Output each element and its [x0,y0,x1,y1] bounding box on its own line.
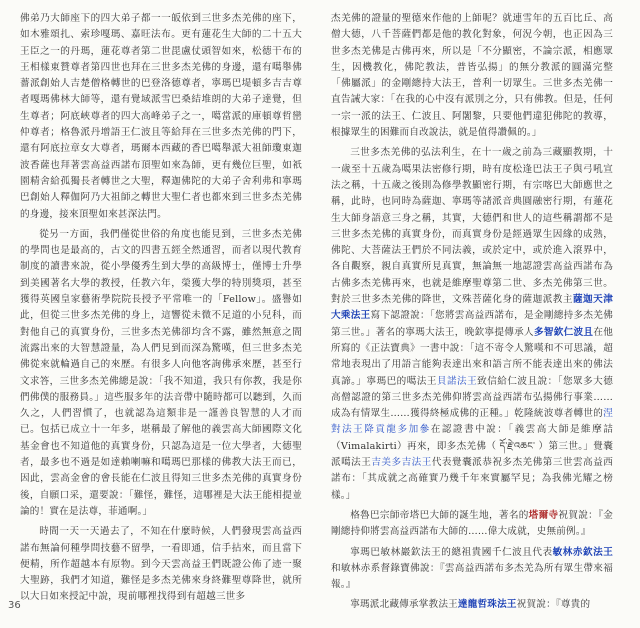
paragraph-kumbum: 格魯巴宗師帝塔巴大師的誕生地，著名的塔爾寺祝賀說：『金剛總持仰將雲高益西諾布大師的……偉大成就，史無前例。』 [331,509,613,538]
paragraph-buddhist-teaching: 杰羌佛的證量的聖德來作他的上師呢？就連雪年的五百比丘、高僧大德，八千菩薩們都是他的教化對象，何況今朝，也正因為三世多杰羌佛是古佛再來，所以是「不分顯密，不論宗派，相應眾生，因機教化，佛陀教法，普皆弘揚」的無分教派的圓滿完整「佛屬派」的金剛總持大法王，普利一切眾生。三世多杰羌佛一直告誡大家：「在我的心中沒有派別之分，只有佛教。但是，任何一宗一派的法王、仁波且、阿闍黎，只要他們違犯佛陀的教導，根據眾生的困難而自改說法，就是值得讚佩的。」 [331,13,613,139]
name-dodrupchen: 多智欽仁波且 [533,326,594,338]
name-kumbum-monastery: 塔爾寺 [528,509,559,521]
paragraph-recognitions: 三世多杰羌佛的弘法利生，在十一歲之前為三藏顯教期，十一歲至十五歲為噶果法密修行期，時有度松逢巴法王子與弓吼宣法之稱，十五歲之後則為修學教顯密行期，有宗喀巴大師應世之稱，此時，也同時為薩迦、寧瑪等諸派音典圓融密行期，有蓮花生大師身語意三身之稱，其實，大德們和世人的這些稱謂都不是三世多杰羌佛的真實身份，而真實身份是經過眾生因緣的成熟，佛陀、大菩薩法王們於不同法義，或於定中，或於進入滾界中，各自觀察，親自真實所見真實，無論無一地認證雲高益西諾布為古佛多杰羌佛再來，也就是維摩聖尊第二世、多杰羌佛第三世。對於三世多杰羌佛的降世，文殊菩薩化身的薩迦派教主薩迦天津大乘法王寫下認證說：「您將雲高益西諾布，是金剛總持多杰羌佛第三世。」著名的寧瑪大法王，晚欽寧提傳承人多智欽仁波且在他所寫的《正法寶典》一書中說：「這不寄令人驚嘆和不可思議，超常地表現出了用語言能夠表達出來和語言所不能表達出來的佛法真諦。」寧瑪巴的噶法王貝諾法王致信給仁波且說：「您眾多大德高僧認證的第三世多杰羌佛仰將雲高益西諾布弘揚佛行事業……成為有情眾生……獲得終極成佛的正種。」乾隆統波尊者轉世的涅對法王降貢龍多加參在認證書中說：「義雲高大師是維摩詰（Vimalakirti）再來，即多杰羌佛（ དོ་རྗེ་འཆང་ ）第三世。」覺囊派噶法王吉美多吉法王代表覺囊派恭祝多杰羌佛第三世雲高益西諾布：「其成就之高確實乃幾千年來實屬罕見；為我佛光耀之榜樣。」 [331,147,613,501]
name-mindrolling-trichen: 敏林赤欽法王 [552,546,614,558]
paragraph-mindrolling: 寧瑪巴敏林巖欽法王的總祖貴國千仁波且代表敏林赤欽法王和敏林赤系督錄寶佛說：『雲高益西諾布多杰羌為所有眾生帶來福報。』 [331,546,614,591]
paragraph-revelation: 時間一天一天過去了，不知在什麼時候，人們發現雲高益西諾布無論何種學問技藝不留學，一看即通，信手拈來，而且當下便精，所作超越本有原物。到今天雲高益王們既證公佈了迹一聚大聖跡，我們才知道，難怪是多杰羌佛來身終難聖尊降世，就所以大日如來授記中說，現前哪裡找得到有超越三世多 [20,526,302,603]
name-jigme-dorje: 吉美多吉法王 [371,457,432,469]
name-sakya-trizin: 薩迦天津大乘法王 [331,294,613,322]
paragraph-lineage: 佛弟乃大師座下的四大弟子都一一皈依到三世多杰羌佛的座下，如木雅頌扎、索珍嘎瑪、嘉旺法布。更有蓮花生大師的二十五大王臣之一的丹瑪，蓮花尊者第二世毘盧仗頭智如來，松德干布的王相樣東贊尊者第四世也拜在三世多杰羌佛的身邊，還有噶舉佛薔派創始人吉楚僧格轉世的巴登洛德尊者，寧瑪巴堤頓多吉吉尊者嘎瑪佛林大師等，還有覺域派雪巴桑結堆朗的大弟子達覺，但生尊者；阿底峽尊者的四大高峰弟子之一，噶當派的庫頓尊哲巒仲尊者；格魯派丹增語王仁波且等給拜在三世多杰羌佛的門下，還有阿底拉章女大尊者，瑪爾本西藏的香巴噶舉派大祖師瓊東迦波香薩也拜著雲高益西諾布頂聖如來為師，更有幾位巨聖，如祇園精舍給孤獨長者轉世之大聖，釋迦佛陀的大弟子舍利弗和寧瑪巴創始人釋伽阿乃大祖師之轉世大聖仁者也都來到三世多杰羌佛的身邊，接來頂聖如來甚深法門。 [20,13,302,220]
name-penor: 貝諾法王 [436,375,478,387]
name-longdo: 龍多加參 [386,424,431,436]
name-taklung-tsetrul: 達龍哲珠法王 [457,599,517,611]
left-column [20,11,302,610]
name-nedo: 涅對法王降貢 [331,408,613,436]
page-number: 36 [8,600,21,611]
right-column [331,11,613,618]
paragraph-taklung: 寧瑪派北藏傳承掌教法王達龍哲珠法王祝賀說：『尊貴的 [350,599,591,611]
paragraph-scholarship: 從另一方面，我們僅從世俗的角度也能見到，三世多杰羌佛的學問也是最高的，古文的四書五經全然通習，而者以現代教育制度的讀書來說，從小學優秀生到大學的高級博士，僅博士升學到美國著名大學的教授，任教六年，榮獲大學的特別獎項，甚至獲得英國皇家藝術學院院長授予平常唯一的「Fellow」。盛譽如此，但從三世多杰羌佛的身上，這響從未微不足道的小兒科，而對他自己的真實身份，三世多杰羌佛卻均含不露，雖然無意之間流露出來的大智慧證量，為人們見到而深為驚嘆，但三世多杰羌佛從來就輪過自己的來歷。有很多人向他客詢佛承來歷，甚至行文求答，三世多杰羌佛總是說：「我不知道，我只有你教，我是你們佛僕的服務員。」這些服多年的法音帶中隨時都可以聽到，久而久之，人們習慣了，也就認為這類非是一謹善良智慧的人才而已。包括已成立十一年多，堪稱最了解他的義雲高大師國際文化基金會也不知道他的真實身份，只認為這是一位大學者，大德聖者，最多也不過是如達賴喇嘛和噶瑪巴那樣的佛教大法王而已，因此，雲高金會的會長能在仁波且得知三世多杰羌佛的真實身份後，自願口采，還要說：「難怪，難怪，這哪裡是大法王能相提並論的！實在是法尊，菲通啊。」 [20,228,302,517]
